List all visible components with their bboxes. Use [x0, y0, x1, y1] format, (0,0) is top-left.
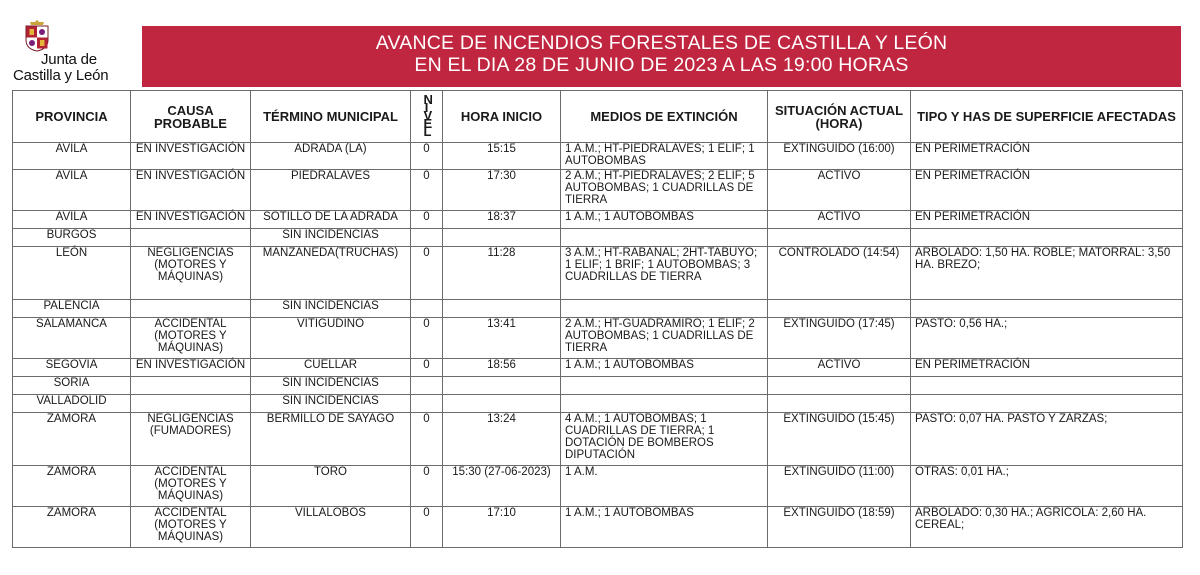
table-row	[13, 318, 1183, 359]
cell-causa: NEGLIGENCIAS (FUMADORES)	[131, 413, 251, 466]
cell-tipo	[911, 377, 1183, 395]
cell-hora	[443, 300, 561, 318]
cell-tipo: ARBOLADO: 1,50 HA. ROBLE; MATORRAL: 3,50 HA. BREZO;	[911, 247, 1183, 300]
cell-medios: 1 A.M.; 1 AUTOBOMBAS	[561, 359, 768, 377]
cell-termino: SIN INCIDENCIAS	[251, 300, 411, 318]
col-medios: MEDIOS DE EXTINCIÓN	[561, 91, 768, 143]
cell-provincia: LEÓN	[13, 247, 131, 300]
cell-causa	[131, 395, 251, 413]
cell-provincia: PALENCIA	[13, 300, 131, 318]
cell-hora	[443, 377, 561, 395]
cell-tipo	[911, 229, 1183, 247]
cell-causa: ACCIDENTAL (MOTORES Y MÁQUINAS)	[131, 507, 251, 548]
cell-provincia: AVILA	[13, 211, 131, 229]
cell-causa: EN INVESTIGACIÓN	[131, 359, 251, 377]
cell-tipo: EN PERIMETRACIÓN	[911, 170, 1183, 211]
cell-situacion: ACTIVO	[768, 359, 911, 377]
table-row	[13, 170, 1183, 211]
cell-tipo: OTRAS: 0,01 HA.;	[911, 466, 1183, 507]
cell-causa: EN INVESTIGACIÓN	[131, 143, 251, 170]
cell-termino: PIEDRALAVES	[251, 170, 411, 211]
cell-situacion: CONTROLADO (14:54)	[768, 247, 911, 300]
cell-provincia: ZAMORA	[13, 507, 131, 548]
cell-medios: 1 A.M.; 1 AUTOBOMBAS	[561, 507, 768, 548]
table-row	[13, 507, 1183, 548]
cell-nivel: 0	[411, 359, 443, 377]
junta-logo	[10, 20, 136, 90]
cell-provincia: SALAMANCA	[13, 318, 131, 359]
cell-tipo: EN PERIMETRACIÓN	[911, 143, 1183, 170]
cell-termino: CUELLAR	[251, 359, 411, 377]
cell-causa: EN INVESTIGACIÓN	[131, 170, 251, 211]
cell-hora: 18:37	[443, 211, 561, 229]
table-row	[13, 466, 1183, 507]
col-tipo: TIPO Y HAS DE SUPERFICIE AFECTADAS	[911, 91, 1183, 143]
cell-medios	[561, 395, 768, 413]
cell-hora: 11:28	[443, 247, 561, 300]
table-row	[13, 413, 1183, 466]
cell-termino: SIN INCIDENCIAS	[251, 229, 411, 247]
cell-nivel: 0	[411, 507, 443, 548]
cell-medios: 3 A.M.; HT-RABANAL; 2HT-TABUYO; 1 ELIF; 1 BRIF; 1 AUTOBOMBAS; 3 CUADRILLAS DE TIERRA	[561, 247, 768, 300]
cell-medios: 4 A.M.; 1 AUTOBOMBAS; 1 CUADRILLAS DE TIERRA; 1 DOTACIÓN DE BOMBEROS DIPUTACIÓN	[561, 413, 768, 466]
coat-of-arms-icon	[22, 20, 52, 52]
col-provincia: PROVINCIA	[13, 91, 131, 143]
cell-hora: 18:56	[443, 359, 561, 377]
cell-causa: NEGLIGENCIAS (MOTORES Y MÁQUINAS)	[131, 247, 251, 300]
cell-nivel	[411, 395, 443, 413]
cell-medios	[561, 229, 768, 247]
cell-medios: 1 A.M.; HT-PIEDRALAVES; 1 ELIF; 1 AUTOBOMBAS	[561, 143, 768, 170]
cell-tipo: PASTO: 0,56 HA.;	[911, 318, 1183, 359]
cell-tipo	[911, 300, 1183, 318]
cell-causa	[131, 377, 251, 395]
cell-causa	[131, 229, 251, 247]
title-line-1: AVANCE DE INCENDIOS FORESTALES DE CASTILLA Y LEÓN	[375, 32, 948, 54]
col-situacion: SITUACIÓN ACTUAL (HORA)	[768, 91, 911, 143]
cell-situacion: EXTINGUIDO (17:45)	[768, 318, 911, 359]
cell-nivel	[411, 229, 443, 247]
logo-line-2: Castilla y León	[13, 67, 109, 84]
cell-termino: VILLALOBOS	[251, 507, 411, 548]
cell-tipo: EN PERIMETRACIÓN	[911, 359, 1183, 377]
title-line-2: EN EL DIA 28 DE JUNIO DE 2023 A LAS 19:00 HORAS	[414, 54, 909, 76]
cell-nivel: 0	[411, 466, 443, 507]
cell-hora: 15:30 (27-06-2023)	[443, 466, 561, 507]
table-row	[13, 143, 1183, 170]
logo-text	[13, 52, 108, 84]
cell-tipo: ARBOLADO: 0,30 HA.; AGRICOLA: 2,60 HA. CEREAL;	[911, 507, 1183, 548]
cell-situacion: ACTIVO	[768, 170, 911, 211]
table-row	[13, 359, 1183, 377]
cell-provincia: AVILA	[13, 170, 131, 211]
cell-medios: 1 A.M.	[561, 466, 768, 507]
cell-situacion: EXTINGUIDO (18:59)	[768, 507, 911, 548]
cell-nivel: 0	[411, 211, 443, 229]
col-termino: TÉRMINO MUNICIPAL	[251, 91, 411, 143]
header-row	[13, 91, 1183, 143]
cell-hora	[443, 395, 561, 413]
cell-provincia: BURGOS	[13, 229, 131, 247]
cell-termino: ADRADA (LA)	[251, 143, 411, 170]
cell-situacion	[768, 229, 911, 247]
table-row	[13, 247, 1183, 300]
cell-medios: 1 A.M.; 1 AUTOBOMBAS	[561, 211, 768, 229]
cell-medios	[561, 377, 768, 395]
col-hora: HORA INICIO	[443, 91, 561, 143]
cell-nivel: 0	[411, 413, 443, 466]
cell-termino: BERMILLO DE SAYAGO	[251, 413, 411, 466]
cell-hora: 15:15	[443, 143, 561, 170]
cell-tipo	[911, 395, 1183, 413]
cell-provincia: AVILA	[13, 143, 131, 170]
cell-tipo: EN PERIMETRACIÓN	[911, 211, 1183, 229]
cell-termino: SIN INCIDENCIAS	[251, 395, 411, 413]
fires-table	[12, 90, 1183, 548]
cell-hora: 17:30	[443, 170, 561, 211]
cell-medios: 2 A.M.; HT-PIEDRALAVES; 2 ELIF; 5 AUTOBOMBAS; 1 CUADRILLAS DE TIERRA	[561, 170, 768, 211]
table-row	[13, 300, 1183, 318]
cell-termino: MANZANEDA(TRUCHAS)	[251, 247, 411, 300]
cell-situacion	[768, 300, 911, 318]
cell-situacion: EXTINGUIDO (15:45)	[768, 413, 911, 466]
cell-nivel: 0	[411, 143, 443, 170]
table-row	[13, 377, 1183, 395]
title-banner	[142, 26, 1181, 87]
cell-nivel: 0	[411, 318, 443, 359]
cell-termino: SIN INCIDENCIAS	[251, 377, 411, 395]
cell-hora	[443, 229, 561, 247]
logo-line-1: Junta de	[41, 51, 97, 68]
cell-medios: 2 A.M.; HT-GUADRAMIRO; 1 ELIF; 2 AUTOBOMBAS; 1 CUADRILLAS DE TIERRA	[561, 318, 768, 359]
cell-provincia: SORIA	[13, 377, 131, 395]
cell-termino: SOTILLO DE LA ADRADA	[251, 211, 411, 229]
cell-hora: 13:24	[443, 413, 561, 466]
cell-provincia: ZAMORA	[13, 466, 131, 507]
cell-situacion	[768, 395, 911, 413]
cell-termino: VITIGUDINO	[251, 318, 411, 359]
table-row	[13, 395, 1183, 413]
cell-nivel	[411, 300, 443, 318]
cell-causa: ACCIDENTAL (MOTORES Y MÁQUINAS)	[131, 318, 251, 359]
col-nivel	[411, 91, 443, 143]
cell-termino: TORO	[251, 466, 411, 507]
cell-tipo: PASTO: 0,07 HA. PASTO Y ZARZAS;	[911, 413, 1183, 466]
table-row	[13, 211, 1183, 229]
col-causa: CAUSA PROBABLE	[131, 91, 251, 143]
cell-nivel: 0	[411, 170, 443, 211]
cell-provincia: SEGOVIA	[13, 359, 131, 377]
cell-provincia: ZAMORA	[13, 413, 131, 466]
cell-situacion: EXTINGUIDO (16:00)	[768, 143, 911, 170]
cell-medios	[561, 300, 768, 318]
cell-situacion: EXTINGUIDO (11:00)	[768, 466, 911, 507]
col-nivel-label: NIVEL	[423, 91, 433, 139]
cell-causa	[131, 300, 251, 318]
cell-nivel	[411, 377, 443, 395]
cell-provincia: VALLADOLID	[13, 395, 131, 413]
cell-situacion	[768, 377, 911, 395]
cell-hora: 13:41	[443, 318, 561, 359]
cell-nivel: 0	[411, 247, 443, 300]
cell-situacion: ACTIVO	[768, 211, 911, 229]
cell-hora: 17:10	[443, 507, 561, 548]
cell-causa: ACCIDENTAL (MOTORES Y MÁQUINAS)	[131, 466, 251, 507]
table-row	[13, 229, 1183, 247]
cell-causa: EN INVESTIGACIÓN	[131, 211, 251, 229]
